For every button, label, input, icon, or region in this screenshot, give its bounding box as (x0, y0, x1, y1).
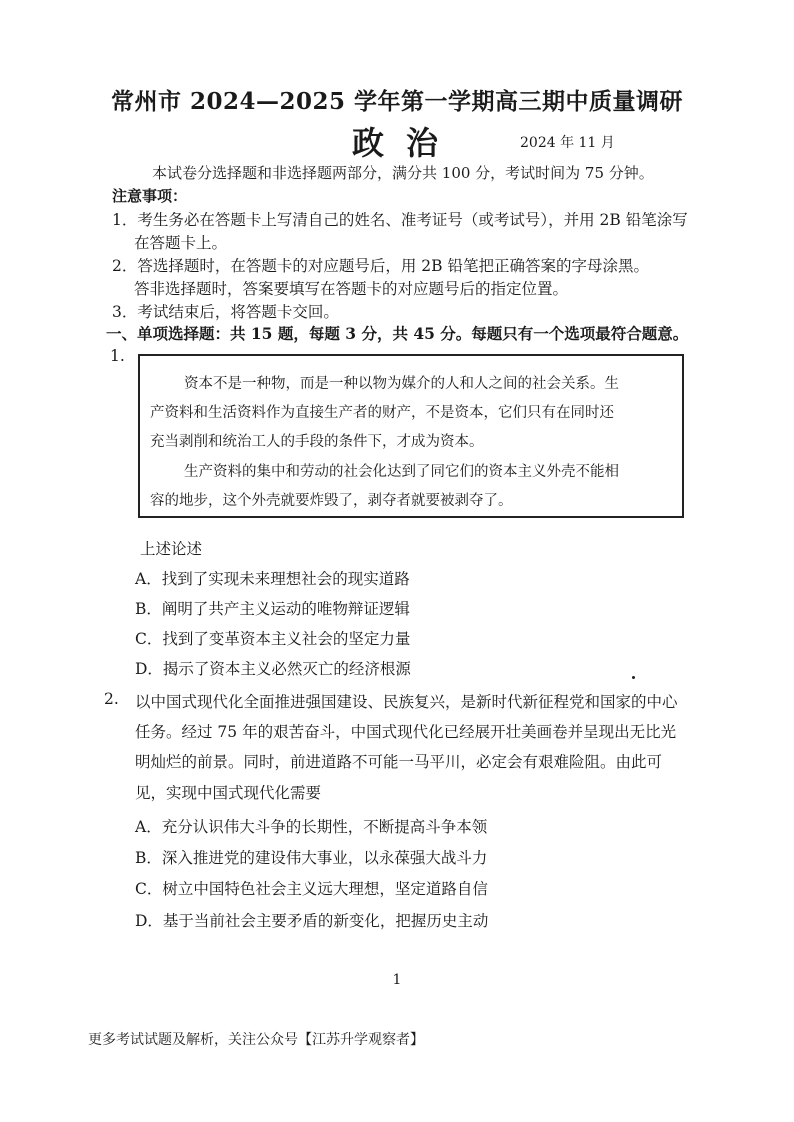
question-number: 2. (104, 690, 119, 708)
quote-line: 资本不是一种物，而是一种以物为媒介的人和人之间的社会关系。生 (184, 376, 619, 392)
question-stem: 以中国式现代化全面推进强国建设、民族复兴，是新时代新征程党和国家的中心 (135, 693, 678, 711)
option-b: B．深入推进党的建设伟大事业，以永葆强大战斗力 (135, 849, 488, 867)
quote-line: 容的地步，这个外壳就要炸毁了，剥夺者就要被剥夺了。 (150, 493, 513, 509)
quote-box (138, 354, 684, 518)
notice-item: 3．考试结束后，将答题卡交回。 (112, 303, 339, 321)
option-a: A．充分认识伟大斗争的长期性，不断提高斗争本领 (135, 818, 488, 836)
scan-speck (632, 676, 635, 679)
option-d: D．基于当前社会主要矛盾的新变化，把握历史主动 (135, 912, 489, 930)
question-stem: 上述论述 (140, 540, 203, 558)
quote-line: 生产资料的集中和劳动的社会化达到了同它们的资本主义外壳不能相 (184, 464, 619, 480)
notice-heading: 注意事项： (112, 187, 188, 205)
notice-item: 在答题卡上。 (134, 234, 228, 252)
question-number: 1. (110, 347, 125, 365)
subject-title: 政治 (352, 124, 461, 162)
option-c: C．找到了变革资本主义社会的坚定力量 (135, 630, 411, 648)
notice-item: 1．考生务必在答题卡上写清自己的姓名、准考证号（或考试号），并用 2B 铅笔涂写 (112, 211, 688, 229)
section-heading: 一、单项选择题：共 15 题，每题 3 分，共 45 分。每题只有一个选项最符合题意。 (106, 324, 689, 343)
question-stem: 明灿烂的前景。同时，前进道路不可能一马平川，必定会有艰难险阻。由此可 (135, 753, 663, 771)
option-a: A．找到了实现未来理想社会的现实道路 (135, 570, 410, 588)
quote-line: 充当剥削和统治工人的手段的条件下，才成为资本。 (150, 434, 484, 450)
option-b: B．阐明了共产主义运动的唯物辩证逻辑 (135, 600, 410, 618)
exam-date: 2024 年 11 月 (520, 135, 615, 151)
notice-item: 答非选择题时，答案要填写在答题卡的对应题号后的指定位置。 (134, 280, 569, 298)
question-stem: 见，实现中国式现代化需要 (135, 784, 322, 802)
quote-line: 产资料和生活资料作为直接生产者的财产，不是资本，它们只有在同时还 (150, 405, 614, 421)
option-d: D．揭示了资本主义必然灭亡的经济根源 (135, 660, 411, 678)
question-stem: 任务。经过 75 年的艰苦奋斗，中国式现代化已经展开壮美画卷并呈现出无比光 (135, 723, 677, 741)
exam-intro: 本试卷分选择题和非选择题两部分，满分共 100 分，考试时间为 75 分钟。 (152, 164, 654, 182)
footer-note: 更多考试试题及解析，关注公众号【江苏升学观察者】 (88, 1032, 424, 1048)
notice-item: 2．答选择题时，在答题卡的对应题号后，用 2B 铅笔把正确答案的字母涂黑。 (112, 257, 649, 275)
exam-title: 常州市 2024—2025 学年第一学期高三期中质量调研 (110, 88, 684, 115)
option-c: C．树立中国特色社会主义远大理想，坚定道路自信 (135, 880, 488, 898)
page-number: 1 (392, 972, 402, 988)
